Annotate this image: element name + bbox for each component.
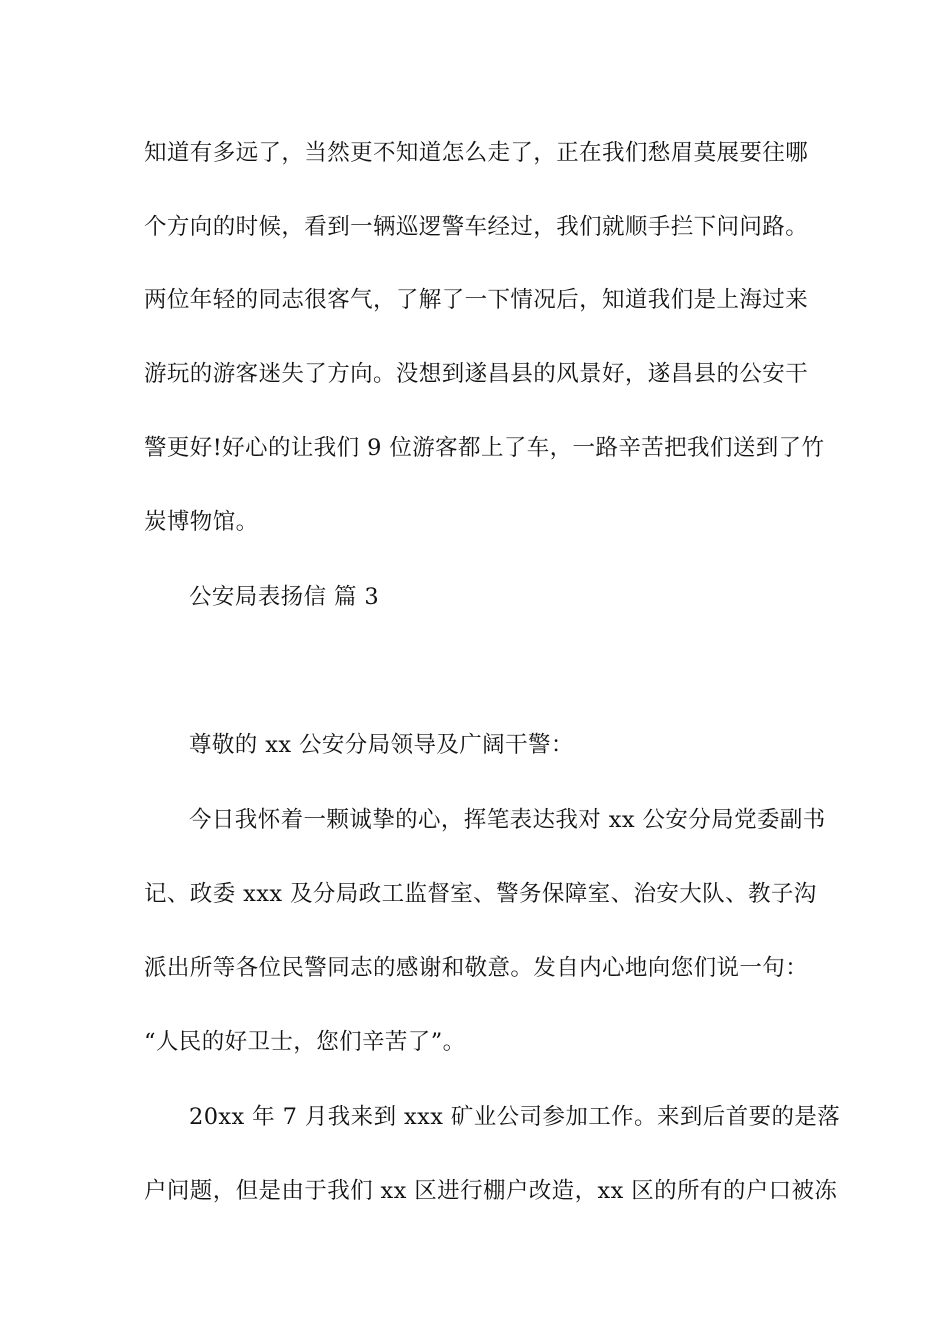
- text-line: “人民的好卫士，您们辛苦了”。: [144, 1029, 466, 1055]
- text-line: 知道有多远了，当然更不知道怎么走了，正在我们愁眉莫展要往哪: [144, 140, 809, 166]
- text-line: 两位年轻的同志很客气，了解了一下情况后，知道我们是上海过来: [144, 287, 809, 313]
- text-line: 20xx 年 7 月我来到 xxx 矿业公司参加工作。来到后首要的是落: [189, 1104, 841, 1130]
- section-heading: 公安局表扬信 篇 3: [189, 584, 380, 610]
- text-line: 游玩的游客迷失了方向。没想到遂昌县的风景好，遂昌县的公安干: [144, 361, 809, 387]
- salutation: 尊敬的 xx 公安分局领导及广阔干警：: [189, 732, 574, 758]
- text-line: 个方向的时候，看到一辆巡逻警车经过，我们就顺手拦下问问路。: [144, 214, 809, 240]
- text-line: 炭博物馆。: [144, 509, 259, 535]
- text-line: 派出所等各位民警同志的感谢和敬意。发自内心地向您们说一句：: [144, 955, 809, 981]
- text-line: 户问题，但是由于我们 xx 区进行棚户改造，xx 区的所有的户口被冻: [144, 1178, 838, 1204]
- text-line: 记、政委 xxx 及分局政工监督室、警务保障室、治安大队、教子沟: [144, 881, 817, 907]
- text-line: 警更好!好心的让我们 9 位游客都上了车，一路辛苦把我们送到了竹: [144, 435, 825, 461]
- text-line: 今日我怀着一颗诚挚的心，挥笔表达我对 xx 公安分局党委副书: [189, 807, 826, 833]
